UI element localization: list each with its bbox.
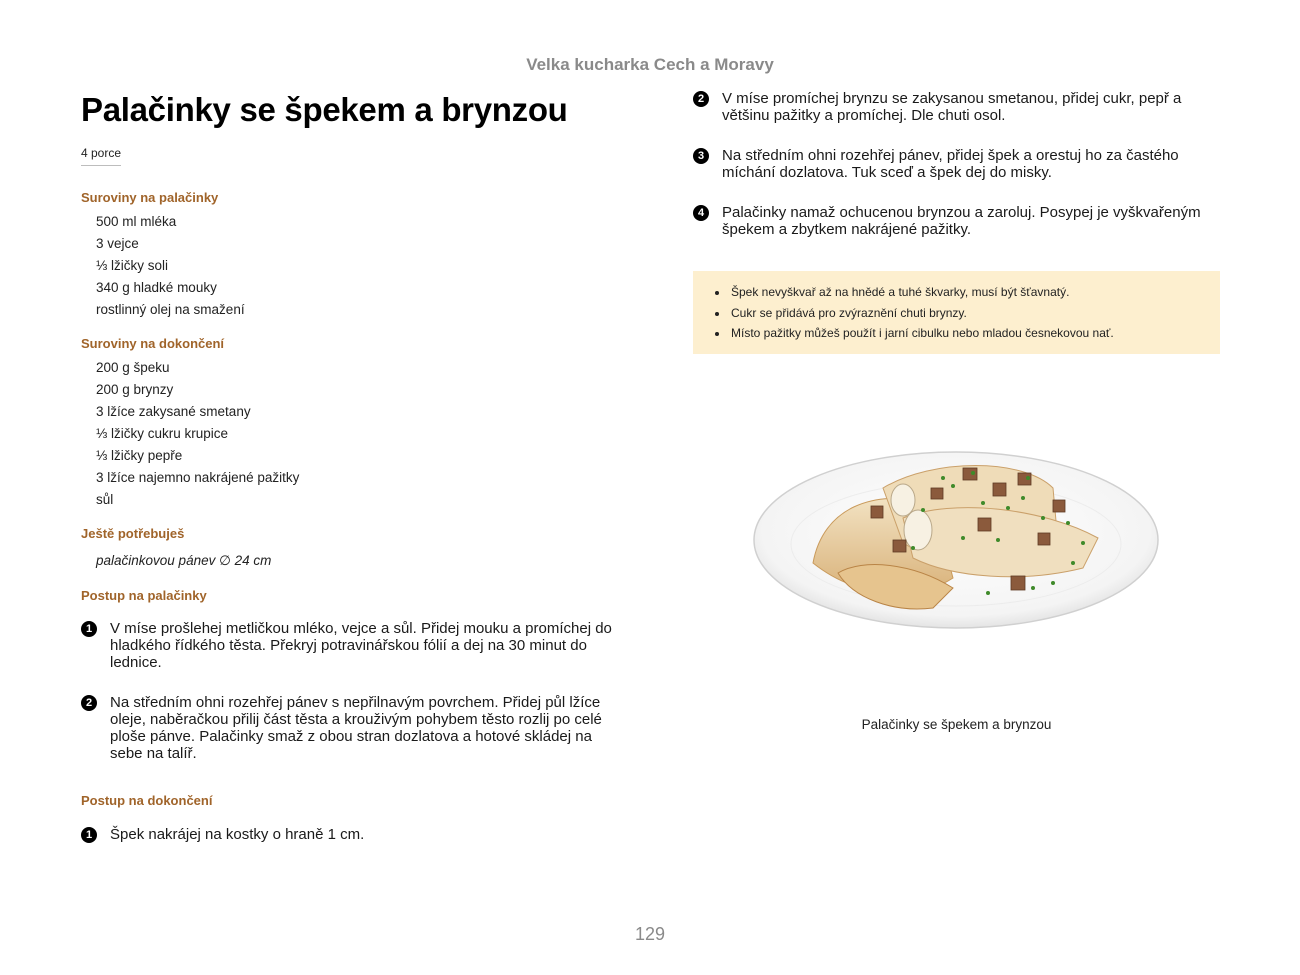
step-number-badge: 3: [693, 148, 709, 164]
pancakes-on-plate-illustration: [753, 448, 1159, 634]
left-column: [81, 90, 621, 843]
tip-item: • Místo pažitky můžeš použít i jarní cibulku nebo mladou česnekovou nať.: [729, 323, 1206, 344]
step-item: [693, 147, 1220, 181]
step-number-badge: 1: [81, 827, 97, 843]
section-heading: Ještě potřebuješ: [81, 526, 185, 541]
method-finishing-section: [81, 793, 621, 843]
step-text: Na středním ohni rozehřej pánev, přidej špek a orestuj ho za častého míchání dozlatova. Tuk sceď a špek dej do misky.: [722, 147, 1179, 181]
recipe-title: Palačinky se špekem a brynzou: [81, 91, 568, 128]
equipment-section: [81, 526, 621, 569]
step-item: [693, 204, 1220, 238]
page-number: 129: [634, 924, 666, 944]
tip-item: • Špek nevyškvař až na hnědé a tuhé škvarky, musí být šťavnatý.: [729, 282, 1206, 303]
ingredients-finishing-section: [81, 336, 621, 511]
section-heading: Suroviny na palačinky: [81, 190, 219, 205]
ingredient-item: ⅓ lžičky soli: [96, 258, 169, 273]
ingredient-list: [81, 357, 621, 511]
step-item: [81, 620, 621, 671]
step-number-badge: 1: [81, 621, 97, 637]
step-text: Palačinky namaž ochucenou brynzou a zaroluj. Posypej je vyškvařeným špekem a zbytkem nakrájené pažitky.: [722, 204, 1201, 238]
step-text: V míse promíchej brynzu se zakysanou smetanou, přidej cukr, pepř a většinu pažitky a promíchej. Dle chuti osol.: [722, 90, 1182, 124]
dish-photo: [753, 448, 1159, 634]
step-number-badge: 2: [693, 91, 709, 107]
step-text: Na středním ohni rozehřej pánev s nepřilnavým povrchem. Přidej půl lžíce oleje, naběračkou přilij část těsta a krouživým pohybem těsto rozlij po celé ploše pánve. Palačinky smaž z obou stran dozlatova a hotové skládej na sebe na talíř.: [110, 694, 602, 762]
figure-caption: Palačinky se špekem a brynzou: [861, 717, 1052, 732]
ingredient-item: 340 g hladké mouky: [96, 280, 217, 295]
step-list: [81, 826, 621, 843]
tip-item: • Cukr se přidává pro zvýraznění chuti brynzy.: [729, 303, 1206, 324]
ingredient-item: rostlinný olej na smažení: [96, 302, 245, 317]
step-text: V míse prošlehej metličkou mléko, vejce a sůl. Přidej mouku a promíchej do hladkého řídkého těsta. Překryj potravinářskou fólií a dej na 30 minut do lednice.: [110, 620, 612, 671]
section-heading: Postup na dokončení: [81, 793, 213, 808]
step-list-continued: [693, 90, 1220, 238]
step-item: [81, 694, 621, 762]
step-text: Špek nakrájej na kostky o hraně 1 cm.: [110, 826, 365, 843]
step-item: [81, 826, 621, 843]
ingredient-item: ⅓ lžičky cukru krupice: [96, 426, 229, 441]
section-heading: Suroviny na dokončení: [81, 336, 225, 351]
ingredient-item: 500 ml mléka: [96, 214, 177, 229]
ingredient-item: 200 g špeku: [96, 360, 170, 375]
step-number-badge: 4: [693, 205, 709, 221]
step-list: [81, 620, 621, 762]
step-number-badge: 2: [81, 695, 97, 711]
book-title: Velka kucharka Cech a Moravy: [526, 55, 774, 74]
tips-list: [711, 282, 1206, 344]
ingredient-list: [81, 211, 621, 321]
ingredient-item: 3 vejce: [96, 236, 139, 251]
section-heading: Postup na palačinky: [81, 588, 207, 603]
tips-box: [693, 271, 1220, 354]
step-item: [693, 90, 1220, 124]
right-column: [693, 90, 1220, 354]
ingredients-pancakes-section: [81, 190, 621, 321]
method-pancakes-section: [81, 588, 621, 762]
servings: 4 porce: [81, 146, 121, 166]
ingredient-item: 3 lžíce zakysané smetany: [96, 404, 251, 419]
ingredient-item: 200 g brynzy: [96, 382, 174, 397]
ingredient-item: 3 lžíce najemno nakrájené pažitky: [96, 470, 300, 485]
ingredient-item: ⅓ lžičky pepře: [96, 448, 183, 463]
ingredient-item: sůl: [96, 492, 114, 507]
equipment-item: palačinkovou pánev ∅ 24 cm: [96, 553, 272, 568]
